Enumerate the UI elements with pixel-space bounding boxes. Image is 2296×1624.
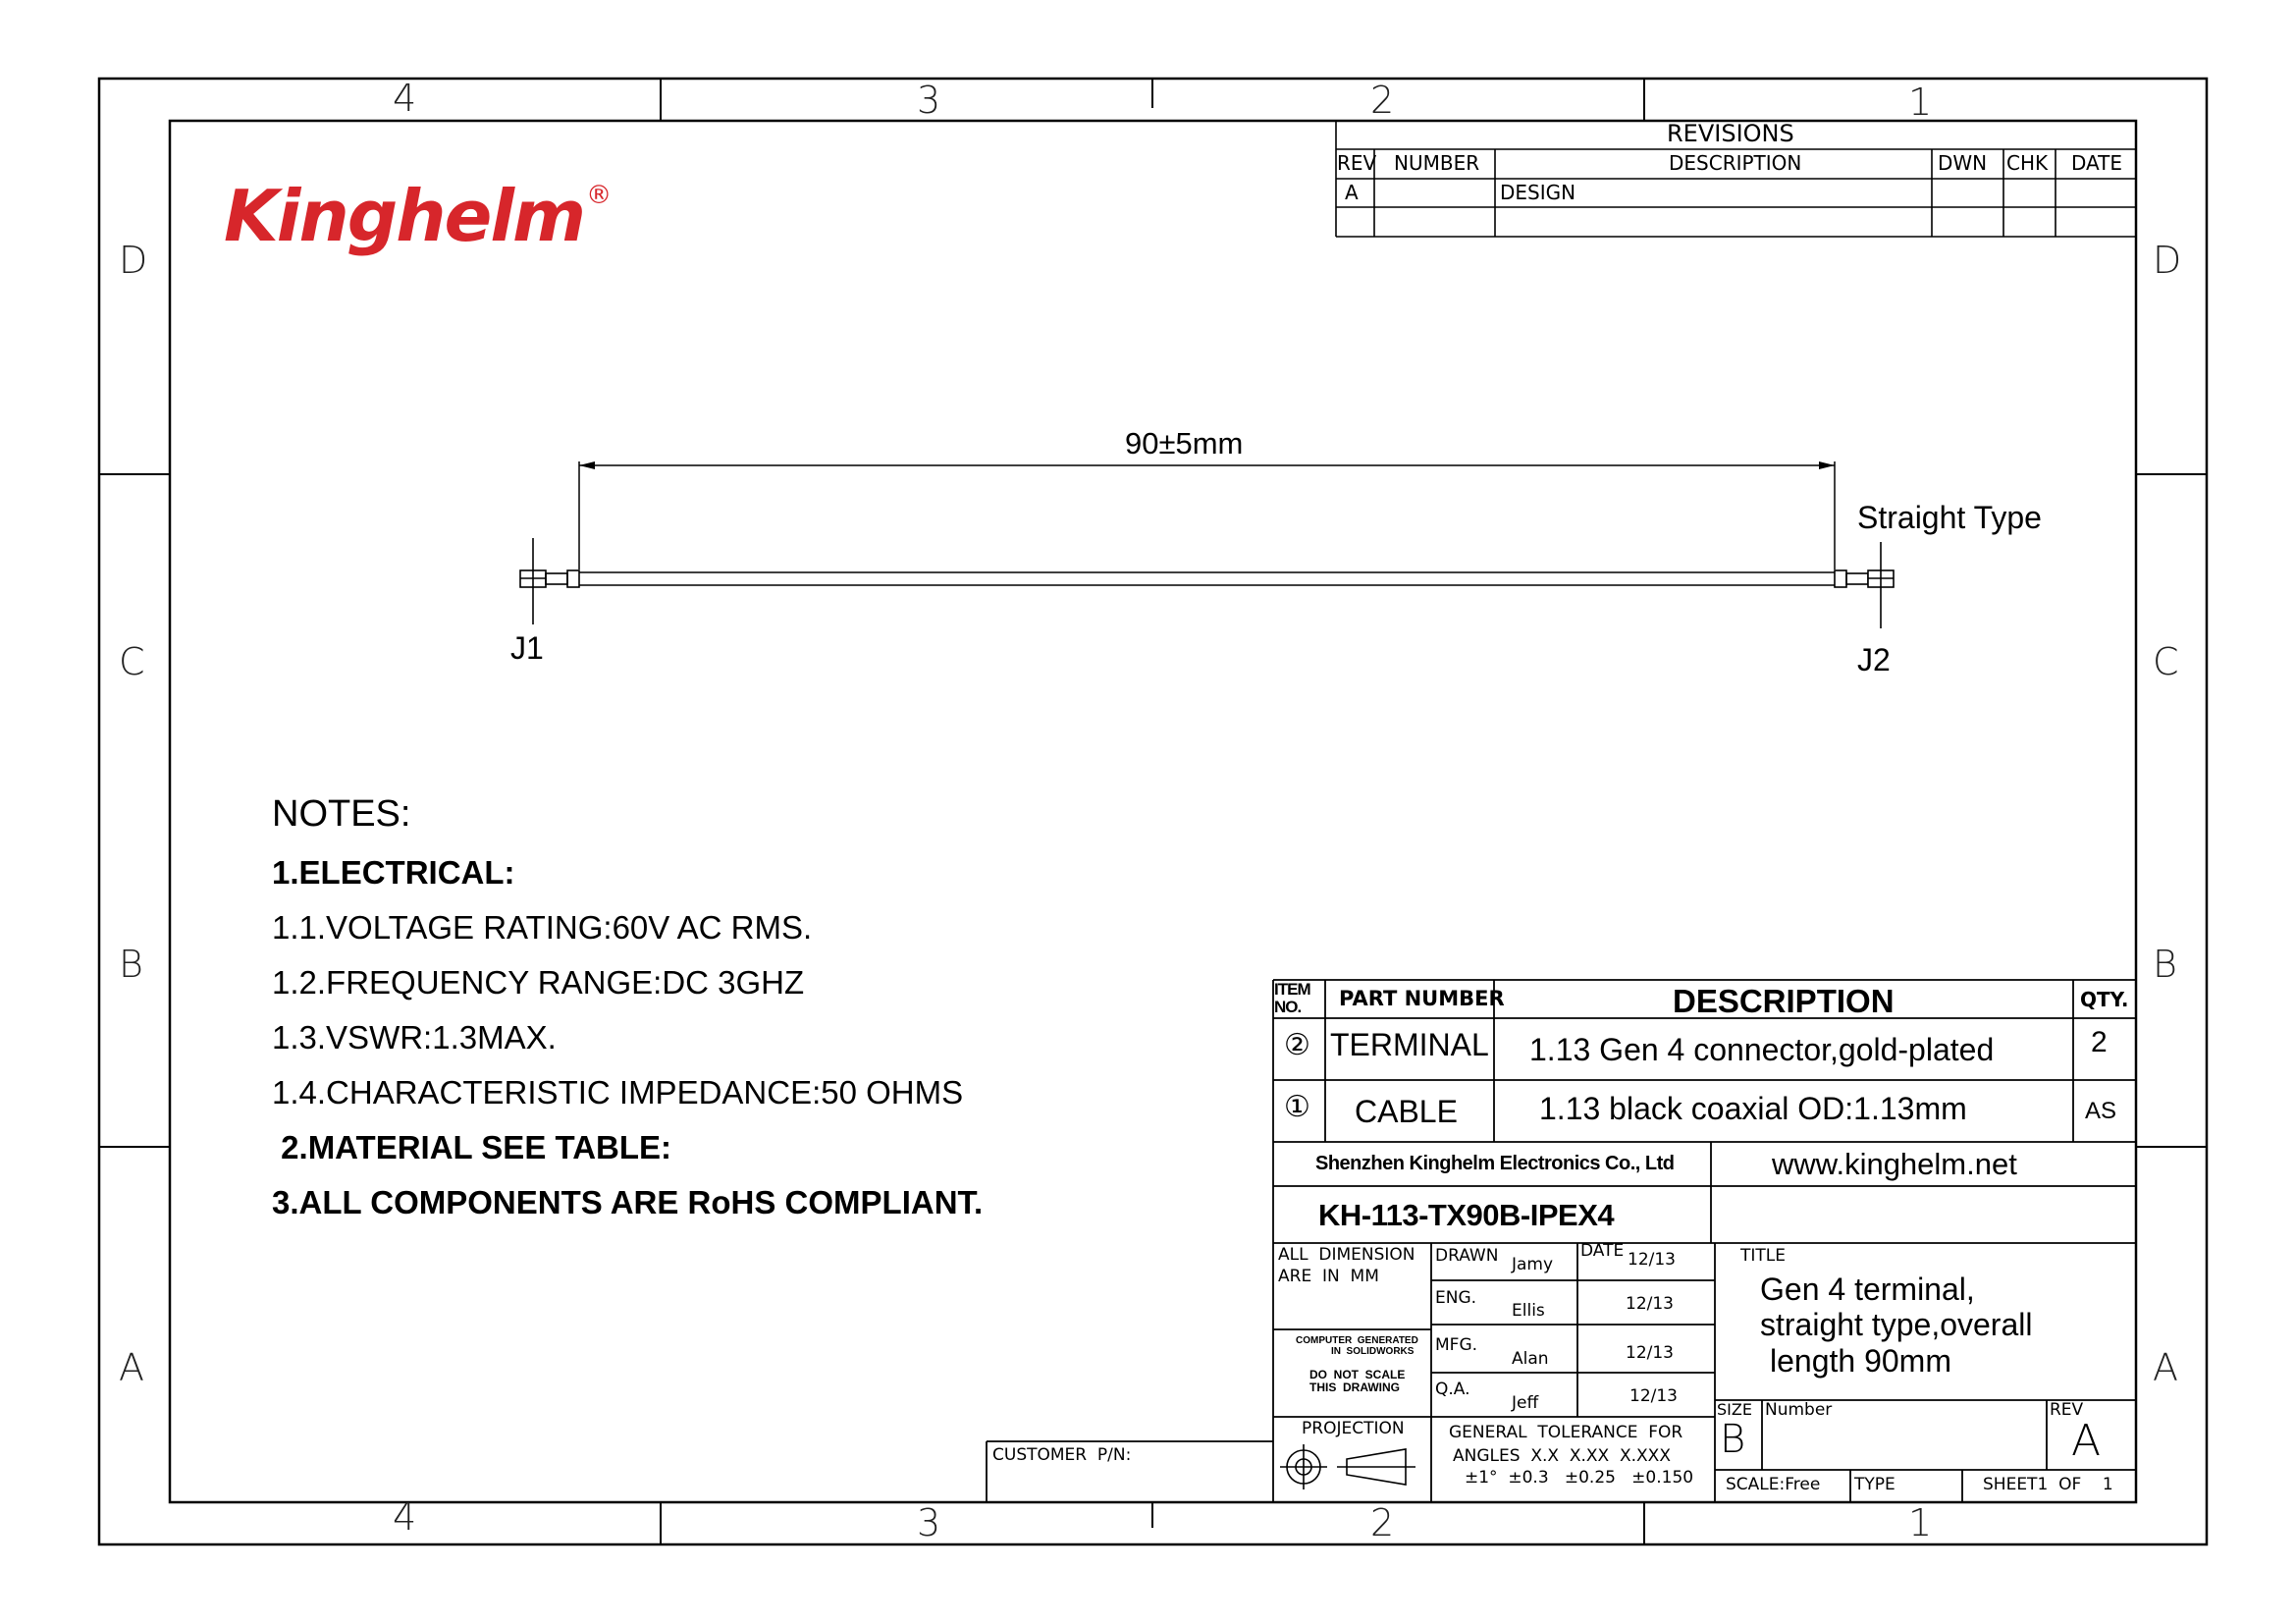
title-line-1: Gen 4 terminal, [1760,1272,1975,1307]
size-label: SIZE [1717,1400,1752,1419]
bom-part-number-header: PART NUMBER [1339,987,1505,1010]
do-not-scale-line2: THIS DRAWING [1309,1380,1400,1394]
registered-mark: ® [586,181,611,210]
number-header: NUMBER [1394,151,1480,175]
zone-row-b-left: B [119,943,143,986]
type-text: TYPE [1854,1475,1896,1494]
zone-col-2-top: 2 [1370,79,1395,122]
zone-row-c-left: C [119,640,145,683]
bom-description-header: DESCRIPTION [1673,983,1895,1019]
zone-col-3-top: 3 [917,79,941,122]
title-line-3: length 90mm [1770,1343,1951,1379]
size-value: B [1720,1417,1746,1462]
bom-row-1-qty: 2 [2091,1026,2108,1058]
note-electrical: 1.ELECTRICAL: [272,854,515,891]
zone-col-3-bottom: 3 [917,1501,941,1544]
length-dimension: 90±5mm [1125,426,1244,460]
notes-heading: NOTES: [272,793,411,835]
zone-col-1-bottom: 1 [1908,1501,1933,1544]
zone-col-4-top: 4 [393,77,417,120]
drawn-date: 12/13 [1628,1250,1676,1270]
qa-label: Q.A. [1435,1380,1470,1399]
straight-type-label: Straight Type [1857,500,2042,535]
logo-text: Kinghelm [224,175,585,257]
note-rohs: 3.ALL COMPONENTS ARE RoHS COMPLIANT. [272,1184,984,1220]
company-name: Shenzhen Kinghelm Electronics Co., Ltd [1315,1153,1675,1174]
sheet-text: SHEET1 OF 1 [1983,1475,2113,1494]
bom-row-1-part: TERMINAL [1330,1027,1489,1062]
eng-name: Ellis [1512,1301,1545,1321]
projection-label: PROJECTION [1302,1419,1405,1438]
number-label: Number [1765,1400,1833,1420]
zone-row-a-left: A [119,1346,144,1389]
bom-row-2-part: CABLE [1355,1094,1458,1129]
connector-j1-label: J1 [510,630,544,666]
revisions-title: REVISIONS [1667,120,1794,147]
bom-row-2-item: ① [1284,1091,1310,1123]
customer-pn-label: CUSTOMER P/N: [992,1445,1132,1465]
rev-label: REV [2050,1400,2084,1420]
zone-col-4-bottom: 4 [393,1495,417,1539]
connector-j2-label: J2 [1857,642,1891,677]
computer-generated-line2: IN SOLIDWORKS [1331,1346,1415,1357]
revision-row-description: DESIGN [1500,181,1576,204]
title-label: TITLE [1740,1246,1786,1266]
note-impedance: 1.4.CHARACTERISTIC IMPEDANCE:50 OHMS [272,1074,964,1110]
do-not-scale-line1: DO NOT SCALE [1309,1368,1406,1381]
mfg-date: 12/13 [1626,1343,1674,1363]
bom-row-1-description: 1.13 Gen 4 connector,gold-plated [1529,1032,1995,1067]
tolerance-line2: ANGLES X.X X.XX X.XXX [1453,1446,1671,1466]
dwn-header: DWN [1938,151,1988,175]
zone-col-2-bottom: 2 [1370,1501,1395,1544]
chk-header: CHK [2006,151,2049,175]
qa-name: Jeff [1512,1393,1539,1413]
zone-row-c-right: C [2153,640,2179,683]
date-header: DATE [2071,151,2123,175]
note-vswr: 1.3.VSWR:1.3MAX. [272,1019,557,1056]
drawn-name: Jamy [1512,1255,1554,1274]
zone-col-1-top: 1 [1908,81,1933,124]
bom-qty-header: QTY. [2080,988,2129,1011]
rev-value: A [2071,1416,2102,1466]
eng-date: 12/13 [1626,1294,1674,1314]
tolerance-line1: GENERAL TOLERANCE FOR [1449,1423,1683,1442]
zone-row-d-right: D [2153,239,2182,282]
units-note-line2: ARE IN MM [1278,1267,1379,1286]
bom-row-2-qty: AS [2085,1098,2117,1124]
title-line-2: straight type,overall [1760,1307,2033,1342]
revision-row-rev: A [1345,181,1359,204]
drawing-part-number: KH-113-TX90B-IPEX4 [1318,1198,1615,1232]
note-material: 2.MATERIAL SEE TABLE: [272,1129,672,1165]
bom-row-1-item: ② [1284,1029,1310,1061]
bom-item-header-line2: NO. [1274,998,1302,1016]
projection-symbol-icon [1278,1443,1415,1490]
note-voltage-rating: 1.1.VOLTAGE RATING:60V AC RMS. [272,909,813,946]
zone-row-d-left: D [119,239,148,282]
rev-header: REV [1337,151,1377,175]
note-frequency-range: 1.2.FREQUENCY RANGE:DC 3GHZ [272,964,805,1001]
zone-row-b-right: B [2153,943,2177,986]
bom-row-2-description: 1.13 black coaxial OD:1.13mm [1539,1091,1967,1126]
zone-row-a-right: A [2153,1346,2178,1389]
bom-item-header-line1: ITEM [1274,980,1310,999]
tolerance-line3: ±1° ±0.3 ±0.25 ±0.150 [1465,1468,1694,1488]
kinghelm-logo [224,175,610,257]
units-note-line1: ALL DIMENSION [1278,1245,1415,1265]
mfg-name: Alan [1512,1349,1549,1369]
mfg-label: MFG. [1435,1335,1478,1355]
qa-date: 12/13 [1629,1386,1678,1406]
scale-text: SCALE:Free [1726,1475,1821,1494]
eng-label: ENG. [1435,1288,1477,1308]
drawn-label: DRAWN [1435,1246,1499,1266]
website-link[interactable]: www.kinghelm.net [1772,1147,2017,1181]
description-header: DESCRIPTION [1669,151,1802,175]
date-label: DATE [1580,1241,1625,1261]
computer-generated-line1: COMPUTER GENERATED [1296,1335,1418,1346]
